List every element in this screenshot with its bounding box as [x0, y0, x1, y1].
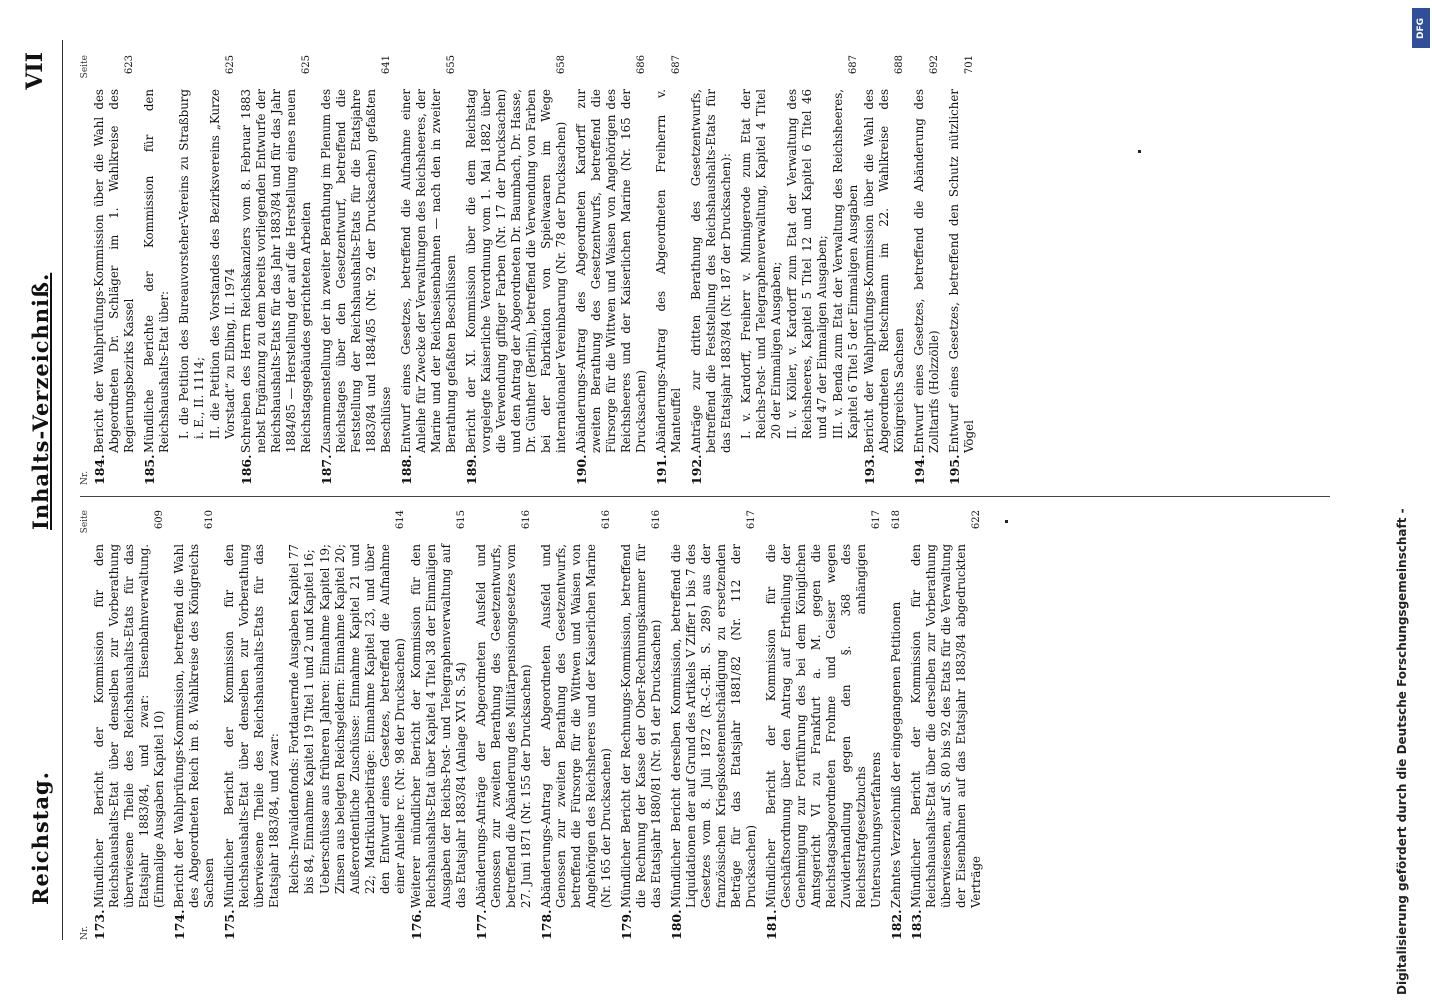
entry-number: 186. — [239, 454, 254, 485]
entry-page: 701 — [964, 55, 975, 75]
entry-page: 687 — [848, 55, 859, 75]
entry-text: I. v. Kardorff, Freiherr v. Minnigerode zum Etat der Reichs-Post- und Telegraphenverwaltung, Kapitel 4 Titel 20 der Einmaligen Ausgaben; — [739, 89, 783, 439]
entry-number: 194. — [912, 454, 927, 485]
entry-text: Entwurf eines Gesetzes, betreffend die Aufnahme einer Anleihe für Zwecke der Verwaltungen des Reichsheeres, der Marine und der Reichseisenbahnen — nach den in zweiter Berathung gefaßten Beschlüssen — [399, 89, 458, 453]
page-label: Seite — [80, 510, 90, 534]
entry-text: Abänderungs-Anträge der Abgeordneten Ausfeld und Genossen zur zweiten Berathung des Gesetzentwurfs, betreffend die Abänderung des Militärpensionsgesetzes vom 27. Juni 1871 (Nr. 155 der Drucksachen) — [474, 544, 533, 908]
entry-page: 625 — [225, 55, 236, 75]
toc-entry — [287, 510, 317, 926]
entry-number: 178. — [539, 909, 554, 940]
toc-entry — [947, 55, 977, 485]
toc-entry — [539, 510, 614, 940]
entry-number: 193. — [862, 454, 877, 485]
entry-page: 658 — [556, 55, 567, 75]
dfg-logo: DFG — [1412, 8, 1430, 48]
toc-entry — [222, 510, 282, 940]
entry-text: Bericht der Wahlprüfungs-Kommission über die Wahl des Abgeordneten Dr. Schläger im 1. Wahlkreise des Regierungsbezirks Kassel — [92, 89, 136, 453]
toc-entry — [831, 55, 861, 471]
entry-number: 189. — [464, 454, 479, 485]
toc-entry — [177, 55, 207, 471]
entry-list — [92, 510, 984, 940]
entry-number: 182. — [889, 909, 904, 940]
entry-text: Anträge zur dritten Berathung des Gesetzentwurfs, betreffend die Feststellung des Reichshaushalts-Etats für das Etatsjahr 1883/84 (Nr. 187 der Drucksachen): — [689, 89, 733, 453]
entry-page: 614 — [395, 510, 406, 530]
column-header — [80, 510, 90, 940]
toc-entry — [909, 510, 984, 940]
toc-entry — [785, 55, 830, 471]
entry-page: 641 — [381, 55, 392, 75]
toc-entry — [889, 510, 904, 940]
entry-number: 180. — [669, 909, 684, 940]
entry-number: 183. — [909, 909, 924, 940]
toc-entry — [318, 510, 408, 926]
toc-entry — [764, 510, 884, 940]
page-title: Inhalts-Verzeichniß. — [28, 272, 53, 530]
entry-page: 692 — [929, 55, 940, 75]
entry-number: 192. — [689, 454, 704, 485]
toc-entry — [619, 510, 664, 940]
entry-page: 616 — [601, 510, 612, 530]
entry-text: I. die Petition des Bureauvorsteher-Vereins zu Straßburg i. E., II. 1114; — [177, 89, 206, 439]
digitization-credit: Digitalisierung gefördert durch die Deutsche Forschungsgemeinschaft - — [1395, 508, 1409, 995]
toc-entry — [739, 55, 784, 471]
entry-page: 623 — [124, 55, 135, 75]
entry-page: 625 — [301, 55, 312, 75]
entry-number: 188. — [399, 454, 414, 485]
entry-number: 181. — [764, 909, 779, 940]
entry-number: 174. — [172, 909, 187, 940]
toc-entry — [319, 55, 394, 485]
entry-page: 610 — [204, 510, 215, 530]
entry-text: Mündliche Berichte der Kommission für den Reichshaushalts-Etat über: — [142, 89, 171, 453]
toc-entry — [464, 55, 569, 485]
entry-page: 655 — [446, 55, 457, 75]
toc-entry — [92, 55, 137, 485]
entry-number: 176. — [409, 909, 424, 940]
entry-number: 175. — [222, 909, 237, 940]
toc-entry — [409, 510, 469, 940]
entry-text: Bericht der Wahlprüfungs-Kommission über die Wahl des Abgeordneten Rietschmann im 22. Wahlkreise des Königreichs Sachsen — [862, 89, 906, 453]
toc-column-left — [80, 510, 989, 940]
entry-page: 617 — [871, 510, 882, 530]
entry-text: Mündlicher Bericht der Rechnungs-Kommission, betreffend die Rechnung der Kasse der Ober-Rechnungskammer für das Etatsjahr 1880/81 (Nr. 91 der Drucksachen) — [619, 544, 663, 908]
entry-number: 185. — [142, 454, 157, 485]
entry-text: Zehntes Verzeichniß der eingegangenen Petitionen — [889, 601, 903, 908]
entry-text: Entwurf eines Gesetzes, betreffend den Schutz nützlicher Vögel — [947, 89, 976, 453]
entry-page: 686 — [636, 55, 647, 75]
column-divider — [80, 496, 1330, 497]
toc-entry — [92, 510, 167, 940]
toc-entry — [172, 510, 217, 940]
entry-text: Bericht der Wahlprüfungs-Kommission, betreffend die Wahl des Abgeordneten Reich im 8. Wahlkreise des Königreichs Sachsen — [172, 544, 216, 908]
entry-page: 616 — [651, 510, 662, 530]
entry-text: Mündlicher Bericht der Kommission für den Reichshaushalts-Etat über denselben zur Vorberathung überwiesene Theile des Reichshaushalts-Etats für das Etatsjahr 1883/84, und zwar: Eisenbahnverwaltung. (Einmalige Ausgaben Kapitel 10) — [92, 544, 166, 908]
running-head-left: Reichstag. — [28, 771, 53, 905]
entry-page: 617 — [746, 510, 757, 530]
toc-entry — [239, 55, 314, 485]
scan-speck — [1005, 520, 1008, 523]
entry-number: 177. — [474, 909, 489, 940]
entry-page: 609 — [154, 510, 165, 530]
entry-page: 687 — [671, 55, 682, 75]
entry-page: 615 — [456, 510, 467, 530]
entry-number: 179. — [619, 909, 634, 940]
toc-entry — [912, 55, 942, 485]
entry-text: II. v. Köller, v. Kardorff zum Etat der Verwaltung des Reichsheeres, Kapitel 5 Titel 12 und Kapitel 6 Titel 46 und 47 der Einmaligen Ausgaben; — [785, 89, 829, 439]
nr-label: Nr. — [80, 470, 90, 485]
entry-text: Reichs-Invalidenfonds: Fortdauernde Ausgaben Kapitel 77 bis 84, Einnahme Kapitel 19 Titel 1 und 2 und Kapitel 16; — [287, 544, 316, 894]
entry-text: Zusammenstellung der in zweiter Berathung im Plenum des Reichstages über den Gesetzentwurf, betreffend die Feststellung der Reichshaushalts-Etats für die Etatsjahre 1883/84 und 1884/85 (Nr. 92 der Drucksachen) gefaßten Beschlüsse — [319, 89, 393, 453]
entry-page: 616 — [521, 510, 532, 530]
entry-number: 190. — [574, 454, 589, 485]
entry-text: Mündlicher Bericht der Kommission für die Geschäftsordnung über den Antrag auf Ertheilung der Genehmigung zur Fortführung des bei dem Königlichen Amtsgericht VI zu Frankfurt a. M. gegen die Reichstagsabgeordneten Frohme und Geiser wegen Zuwiderhandlung gegen den §. 368 des Reichsstrafgesetzbuchs anhängigen Untersuchungsverfahrens — [764, 544, 883, 908]
column-header — [80, 55, 90, 485]
entry-text: Abänderungs-Antrag des Abgeordneten Kardorff zur zweiten Berathung des Gesetzentwurfs, betreffend die Fürsorge für die Wittwen und Waisen von Angehörigen des Reichsheeres und der Kaiserlichen Marine (Nr. 165 der Drucksachen) — [574, 89, 648, 453]
toc-entry — [399, 55, 459, 485]
toc-entry — [142, 55, 172, 485]
toc-entry — [474, 510, 534, 940]
toc-entry — [208, 55, 238, 471]
entry-number: 191. — [654, 454, 669, 485]
toc-entry — [689, 55, 734, 485]
toc-entry — [669, 510, 759, 940]
nr-label: Nr. — [80, 925, 90, 940]
entry-page: 688 — [894, 55, 905, 75]
toc-entry — [654, 55, 684, 485]
entry-text: Abänderungs-Antrag der Abgeordneten Ausfeld und Genossen zur zweiten Berathung des Gesetzentwurfs, betreffend die Fürsorge für die Wittwen und Waisen von Angehörigen des Reichsheeres und der Kaiserlichen Marine (Nr. 165 der Drucksachen) — [539, 544, 613, 908]
page-label: Seite — [80, 55, 90, 79]
entry-text: Entwurf eines Gesetzes, betreffend die Abänderung des Zolltarifs (Holzzölle) — [912, 89, 941, 453]
entry-text: Ueberschüsse aus früheren Jahren: Einnahme Kapitel 19; Zinsen aus belegten Reichsgeldern: Einnahme Kapitel 20; Außerordentliche Zuschüsse: Einnahme Kapitel 21 und 22; Matrikularbeiträge: Einnahme Kapitel 23, und über den Entwurf eines Gesetzes, betreffend die Aufnahme einer Anleihe rc. (Nr. 98 der Drucksachen) — [318, 544, 407, 894]
entry-text: Abänderungs-Antrag des Abgeordneten Freiherrn v. Manteuffel — [654, 89, 683, 453]
entry-number: 187. — [319, 454, 334, 485]
page-number: VII — [22, 52, 48, 90]
entry-text: Schreiben des Herrn Reichskanzlers vom 8. Februar 1883 nebst Ergänzung zu dem bereits vorliegenden Entwurfe der Reichshaushalts-Etats für das Jahr 1883/84 und für das Jahr 1884/85 — Herstellung der auf die Herstellung eines neuen Reichstagsgebäudes gerichteten Arbeiten — [239, 89, 313, 453]
entry-list — [92, 55, 977, 485]
entry-number: 195. — [947, 454, 962, 485]
entry-text: Bericht der XI. Kommission über die dem Reichstag vorgelegte Kaiserliche Verordnung vom 1. Mai 1882 über die Verwendung giftiger Farben (Nr. 17 der Drucksachen) und den Antrag der Abgeordneten Dr. Baumbach, Dr. Hasse, Dr. Günther (Berlin), betreffend die Verwendung von Farben bei der Fabrikation von Spielwaaren im Wege internationaler Vereinbarung (Nr. 78 der Drucksachen) — [464, 89, 568, 453]
entry-text: Mündlicher Bericht der Kommission für den Reichshaushalts-Etat über die derselben zur Vorberathung überwiesenen, auf S. 80 bis 92 des Etats für die Verwaltung der Eisenbahnen auf das Etatsjahr 1883/84 abgedruckten Verträge — [909, 544, 983, 908]
entry-page: 622 — [971, 510, 982, 530]
entry-number: 184. — [92, 454, 107, 485]
entry-text: III. v. Benda zum Etat der Verwaltung des Reichsheeres, Kapitel 6 Titel 5 der Einmaligen Ausgaben — [831, 89, 860, 439]
entry-number: 173. — [92, 909, 107, 940]
entry-text: Mündlicher Bericht derselben Kommission, betreffend die Liquidationen der auf Grund des Artikels V Ziffer 1 bis 7 des Gesetzes vom 8. Juli 1872 (R.-G.-Bl. S. 289) aus der französischen Kriegskostenentschädigung zu ersetzenden Beträge für das Etatsjahr 1881/82 (Nr. 112 der Drucksachen) — [669, 544, 758, 908]
toc-entry — [862, 55, 907, 485]
scan-speck — [1138, 150, 1141, 153]
entry-page: 618 — [891, 510, 902, 530]
header-rule — [62, 40, 63, 940]
entry-text: Weiterer mündlicher Bericht der Kommission für den Reichshaushalts-Etat über Kapitel 4 Titel 38 der Einmaligen Ausgaben der Reichs-Post- und Telegraphenverwaltung auf das Etatsjahr 1883/84 (Anlage XVI S. 54) — [409, 544, 468, 908]
entry-text: II. die Petition des Vorstandes des Bezirksvereins „Kurze Vorstadt“ zu Elbing, II. 1974 — [208, 89, 237, 439]
entry-text: Mündlicher Bericht der Kommission für den Reichshaushalts-Etat über denselben zur Vorberathung überwiesene Theile des Reichshaushalts-Etats für das Etatsjahr 1883/84, und zwar: — [222, 544, 281, 908]
toc-entry — [574, 55, 649, 485]
toc-column-right — [80, 55, 982, 485]
